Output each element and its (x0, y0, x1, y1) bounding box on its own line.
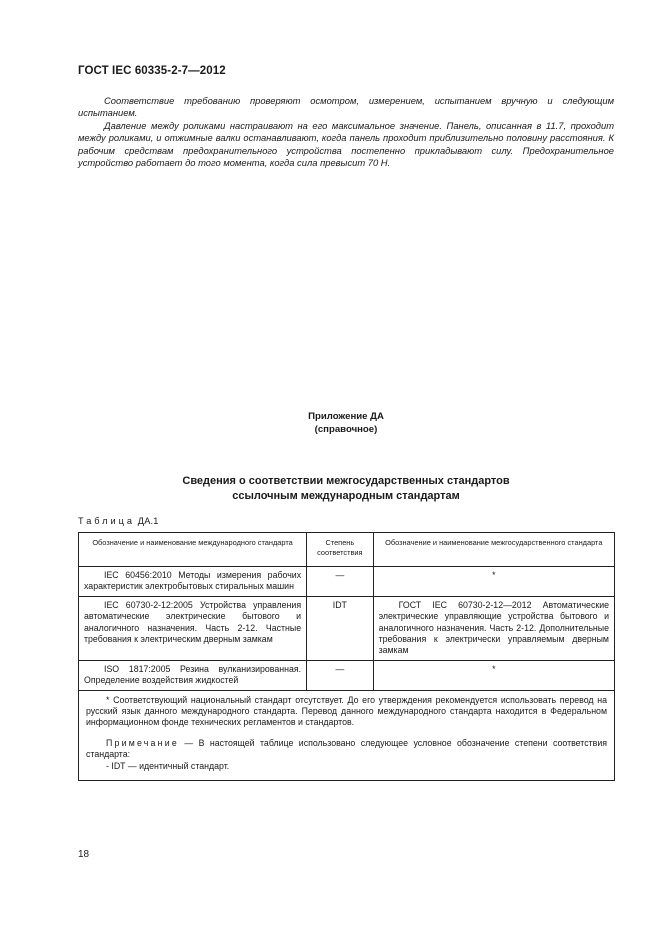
table-caption-word: Таблица (78, 516, 136, 526)
section-title-line-1: Сведения о соответствии межгосударственных стандартов (182, 475, 510, 487)
appendix-type: (справочное) (314, 424, 378, 435)
standards-table (78, 532, 615, 781)
header-interstate-standard: Обозначение и наименование межгосударственного стандарта (373, 533, 614, 567)
cell-degree: IDT (307, 596, 373, 660)
table-caption-number: ДА.1 (137, 516, 159, 526)
table-caption (78, 516, 159, 526)
cell-international: IEC 60730-2-12:2005 Устройства управления автоматические электрические бытового и аналогичного назначения. Часть 2-12. Частные требования к электрическим дверным замкам (79, 596, 307, 660)
page-number: 18 (78, 849, 90, 860)
note-item: - IDT — идентичный стандарт. (106, 760, 230, 771)
paragraph-procedure: Давление между роликами настраивают на его максимальное значение. Панель, описанная в 11.7, проходит между роликами, и отжимные валки останавливают, когда панель проходит приблизительно половину расстояния. К рабочим средствам предохранительного устройства постепенно прикладывают силу. Предохранительное устройство работает до того момента, когда сила превысит 70 Н. (78, 119, 614, 169)
appendix-name: Приложение ДА (308, 411, 384, 422)
header-international-standard: Обозначение и наименование международного стандарта (79, 533, 307, 567)
cell-international: IEC 60456:2010 Методы измерения рабочих характеристик электробытовых стиральных машин (79, 567, 307, 597)
cell-interstate: ГОСТ IEC 60730-2-12—2012 Автоматические электрические управляющие устройства бытового и аналогичного назначения. Часть 2-12. Дополнительные требования к электрически управляемым дверным замкам (373, 596, 614, 660)
note-text: — В настоящей таблице использовано следующее условное обозначение степени соответствия стандарта: (86, 737, 607, 760)
note (86, 738, 607, 761)
note-label: Примечание (106, 737, 179, 748)
document-header: ГОСТ IEC 60335-2-7—2012 (78, 65, 226, 77)
table-footer (79, 690, 615, 780)
table-footer-row (79, 690, 615, 780)
cell-degree: — (307, 660, 373, 690)
section-title (0, 474, 661, 504)
section-title-line-2: ссылочным международным стандартам (232, 490, 460, 502)
paragraph-verification: Соответствие требованию проверяют осмотром, измерением, испытанием вручную и следующим испытанием. (78, 95, 614, 119)
table-header-row (79, 533, 615, 567)
footnote: * Соответствующий национальный стандарт отсутствует. До его утверждения рекомендуется использовать перевод на русский язык данного международного стандарта. Перевод данного международного стандарта находится в Федеральном информационном фонде технических регламентов и стандартов. (86, 694, 607, 728)
header-degree: Степень соответствия (307, 533, 373, 567)
cell-international: ISO 1817:2005 Резина вулканизированная. Определение воздействия жидкостей (79, 660, 307, 690)
appendix-heading (0, 410, 661, 436)
cell-degree: — (307, 567, 373, 597)
table-row (79, 660, 615, 690)
table-row (79, 567, 615, 597)
cell-interstate: * (373, 660, 614, 690)
cell-interstate: * (373, 567, 614, 597)
table-row (79, 596, 615, 660)
body-text (78, 95, 614, 169)
